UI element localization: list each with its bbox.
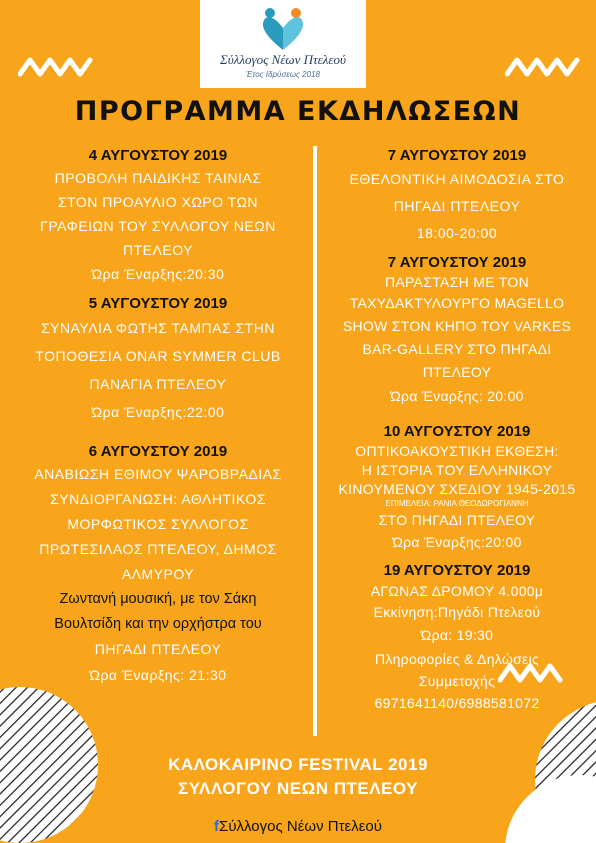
event-date: 4 ΑΥΓΟΥΣΤΟΥ 2019 xyxy=(88,147,228,164)
event-line: ΣΥΝΔΙΟΡΓΑΝΩΣΗ: ΑΘΛΗΤΙΚΟΣ xyxy=(50,491,266,507)
event-line: Συμμετοχής xyxy=(418,673,496,689)
event-line: ΚΙΝΟΥΜΕΝΟΥ ΣΧΕΔΙΟΥ 1945-2015 xyxy=(338,481,576,497)
event-line: Εκκίνηση:Πηγάδι Πτελεού xyxy=(373,604,541,620)
logo-founded: Έτος Ιδρύσεως 2018 xyxy=(246,70,320,79)
page-title: ΠΡΟΓΡΑΜΜΑ ΕΚΔΗΛΩΣΕΩΝ xyxy=(74,96,522,127)
event-line: ΠΑΡΑΣΤΑΣΗ ΜΕ ΤΟΝ xyxy=(385,274,529,290)
event-line: ΤΟΠΟΘΕΣΙΑ ONAR SYMMER CLUB xyxy=(35,348,281,364)
event-line: ΟΠΤΙΚΟΑΚΟΥΣΤΙΚΗ ΕΚΘΕΣΗ: xyxy=(355,443,559,459)
event-line: ΠΡΟΒΟΛΗ ΠΑΙΔΙΚΗΣ ΤΑΙΝΙΑΣ xyxy=(54,170,262,186)
facebook-link[interactable] xyxy=(0,818,596,835)
event-time: Ώρα Έναρξης: 20:00 xyxy=(390,388,524,404)
event-aug-19 xyxy=(322,561,592,715)
event-aug-5 xyxy=(6,294,310,426)
event-date: 6 ΑΥΓΟΥΣΤΟΥ 2019 xyxy=(88,443,228,460)
event-line: ΕΘΕΛΟΝΤΙΚΗ ΑΙΜΟΔΟΣΙΑ ΣΤΟ xyxy=(349,171,565,187)
event-date: 19 ΑΥΓΟΥΣΤΟΥ 2019 xyxy=(383,562,531,579)
facebook-icon: f xyxy=(214,818,220,835)
event-line: Πληροφορίες & Δηλώσεις xyxy=(374,651,540,667)
event-aug-7-blood-donation xyxy=(322,146,592,247)
facebook-page-name: Σύλλογος Νέων Πτελεού xyxy=(219,818,382,835)
event-date: 7 ΑΥΓΟΥΣΤΟΥ 2019 xyxy=(387,254,527,271)
event-line: ΠΤΕΛΕΟΥ xyxy=(123,242,193,258)
event-time: Ώρα Έναρξης:20:30 xyxy=(91,266,225,282)
event-aug-10 xyxy=(322,422,592,553)
event-line: Ώρα: 19:30 xyxy=(420,627,494,643)
event-music-line: Βουλτσίδη και την ορχήστρα του xyxy=(54,616,262,632)
event-music-line: Ζωντανή μουσική, με τον Σάκη xyxy=(59,591,257,607)
event-date: 10 ΑΥΓΟΥΣΤΟΥ 2019 xyxy=(383,423,531,440)
column-divider xyxy=(313,146,317,736)
event-line: ΤΑΧΥΔΑΚΤΥΛΟΥΡΓΟ MAGELLO xyxy=(349,295,565,311)
event-aug-7-magic-show xyxy=(322,253,592,408)
organizer-title: ΣΥΛΛΟΓΟΥ ΝΕΩΝ ΠΤΕΛΕΟΥ xyxy=(178,779,418,798)
event-date: 5 ΑΥΓΟΥΣΤΟΥ 2019 xyxy=(88,295,228,312)
event-curator: ΕΠΙΜΕΛΕΙΑ: ΡΑΝΙΑ ΘΕΟΔΩΡΟΓΙΑΝΝΗ xyxy=(385,499,529,508)
event-time: Ώρα Έναρξης:20:00 xyxy=(392,534,522,550)
event-line: 18:00-20:00 xyxy=(416,225,498,241)
event-time: Ώρα Έναρξης: 21:30 xyxy=(89,667,227,683)
event-line: ΠΑΝΑΓΙΑ ΠΤΕΛΕΟΥ xyxy=(89,376,227,392)
event-line: ΣΥΝΑΥΛΙΑ ΦΩΤΗΣ ΤΑΜΠΑΣ ΣΤΗΝ xyxy=(41,320,275,336)
left-column xyxy=(6,146,310,688)
heart-figures-icon xyxy=(258,6,308,52)
event-line: ΓΡΑΦΕΙΩΝ ΤΟΥ ΣΥΛΛΟΓΟΥ ΝΕΩΝ xyxy=(40,218,276,234)
event-line: ΑΛΜΥΡΟΥ xyxy=(121,566,195,582)
event-line: ΠΤΕΛΕΟΥ xyxy=(422,364,492,380)
event-aug-4 xyxy=(6,146,310,286)
event-line: ΑΝΑΒΙΩΣΗ ΕΘΙΜΟΥ ΨΑΡΟΒΡΑΔΙΑΣ xyxy=(34,466,282,482)
event-aug-6 xyxy=(6,442,310,688)
event-time: Ώρα Έναρξης:22:00 xyxy=(91,404,225,420)
event-line: SHOW ΣΤΟΝ ΚΗΠΟ ΤΟΥ VARKES xyxy=(342,318,572,334)
zigzag-top-left-decoration xyxy=(18,52,98,82)
event-phone: 6971641140/6988581072 xyxy=(374,695,540,711)
zigzag-top-right-decoration xyxy=(505,52,585,82)
event-line: ΜΟΡΦΩΤΙΚΟΣ ΣΥΛΛΟΓΟΣ xyxy=(67,516,249,532)
event-line: ΠΡΩΤΕΣΙΛΑΟΣ ΠΤΕΛΕΟΥ, ΔΗΜΟΣ xyxy=(39,541,277,557)
right-column xyxy=(322,146,592,715)
event-line: Η ΙΣΤΟΡΙΑ ΤΟΥ ΕΛΛΗΝΙΚΟΥ xyxy=(361,462,553,478)
event-place: ΣΤΟ ΠΗΓΑΔΙ ΠΤΕΛΕΟΥ xyxy=(378,512,536,528)
event-line: ΠΗΓΑΔΙ ΠΤΕΛΕΟΥ xyxy=(393,198,521,214)
logo xyxy=(200,0,366,88)
event-date: 7 ΑΥΓΟΥΣΤΟΥ 2019 xyxy=(387,147,527,164)
event-line: BAR-GALLERY ΣΤΟ ΠΗΓΑΔΙ xyxy=(362,341,552,357)
festival-title: ΚΑΛΟΚΑΙΡΙΝΟ FESTIVAL 2019 xyxy=(168,755,428,774)
event-place: ΠΗΓΑΔΙ ΠΤΕΛΕΟΥ xyxy=(94,641,222,657)
logo-name: Σύλλογος Νέων Πτελεού xyxy=(220,52,346,67)
event-line: ΑΓΩΝΑΣ ΔΡΟΜΟΥ 4.000μ xyxy=(370,583,544,599)
event-line: ΣΤΟΝ ΠΡΟΑΥΛΙΟ ΧΩΡΟ ΤΩΝ xyxy=(57,194,259,210)
